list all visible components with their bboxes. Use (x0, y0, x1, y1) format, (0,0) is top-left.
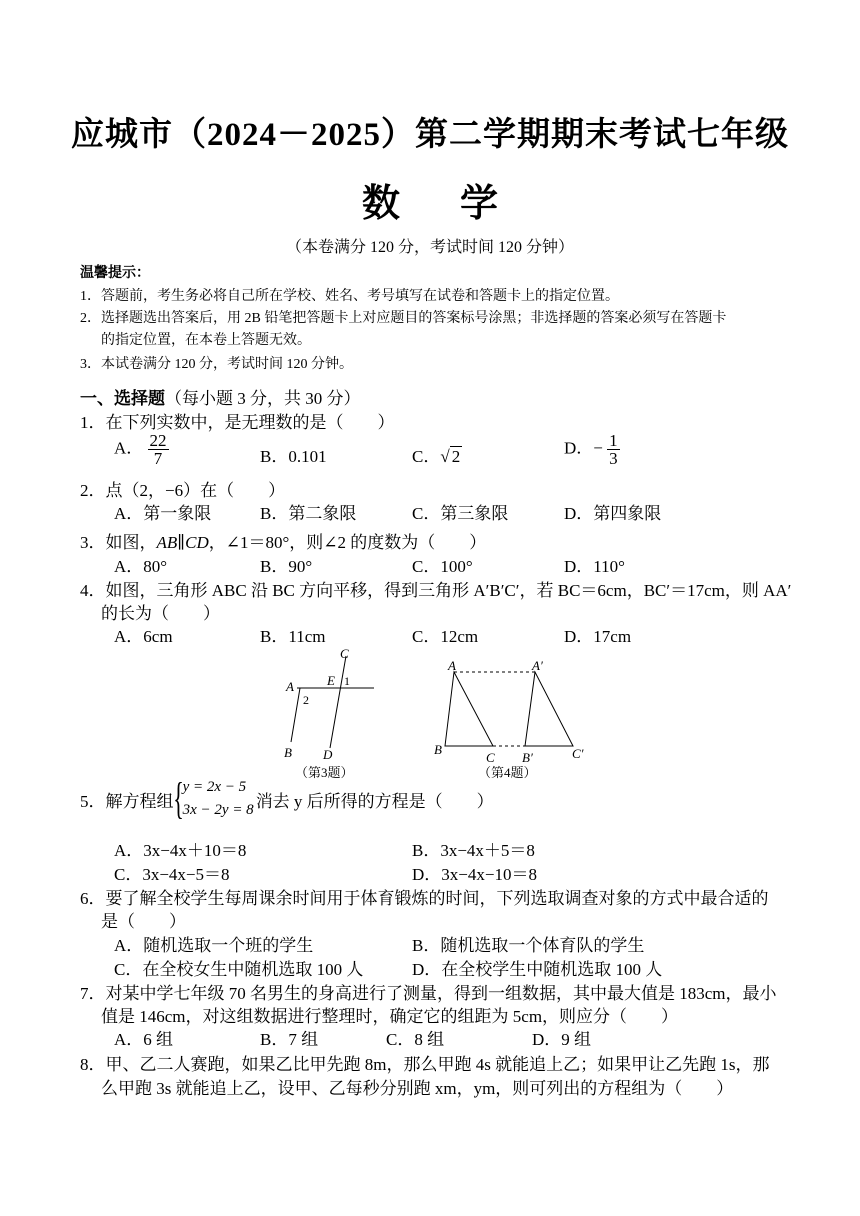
fig4-caption: （第4题） (478, 765, 537, 780)
q4-option-c: C．12cm (412, 627, 479, 646)
subject-title: 数学 (361, 183, 558, 225)
tip-item-2-cont: 的指定位置，在本卷上答题无效。 (101, 333, 311, 348)
tip-item-1: 1．答题前，考生务必将自己所在学校、姓名、考号填写在试卷和答题卡上的指定位置。 (80, 289, 619, 304)
fig4-label-c2: C′ (572, 746, 584, 761)
fig3-caption: （第3题） (295, 765, 354, 780)
q3-option-a: A．80° (114, 557, 168, 576)
q3-stem: 3．如图，AB∥CD，∠1＝80°，则∠2 的度数为（ ） (80, 533, 487, 552)
q8-stem-line1: 8．甲、乙二人赛跑，如果乙比甲先跑 8m，那么甲跑 4s 就能追上乙；如果甲让乙先跑 1s，那 (80, 1055, 770, 1074)
q4-stem-line2: 的长为（ ） (101, 604, 220, 623)
q1-d-fraction: $\frac{1}{3}$ (609, 431, 618, 468)
exam-note: （本卷满分 120 分，考试时间 120 分钟） (285, 239, 574, 256)
q4-option-d: D．17cm (564, 627, 632, 646)
q5-option-d: D．3x−4x−10＝8 (412, 865, 537, 884)
q5-suffix: 消去 y 后所得的方程是（ ） (255, 791, 494, 811)
q1-d-label: D．− (564, 438, 603, 458)
fig3-label-c: C (340, 646, 349, 661)
fig3-label-a: A (286, 679, 294, 694)
q2-option-b: B．第二象限 (260, 504, 357, 523)
q8-stem-line2: 么甲跑 3s 就能追上乙，设甲、乙每秒分别跑 xm，ym，则可列出的方程组为（ ） (101, 1079, 734, 1098)
q6-stem-line1: 6．要了解全校学生每周课余时间用于体育锻炼的时间，下列选取调查对象的方式中最合适的 (80, 889, 769, 908)
section-title: 一、选择题 (80, 389, 165, 409)
fig3-label-d: D (323, 747, 333, 762)
fig3-label-b: B (284, 745, 292, 760)
figure-3 (280, 644, 390, 784)
q5-option-a: A．3x−4x＋10＝8 (114, 841, 247, 860)
q7-stem-line1: 7．对某中学七年级 70 名男生的身高进行了测量，得到一组数据，其中最大值是 183cm，最小 (80, 984, 777, 1003)
q5-prefix: 5．解方程组 (80, 791, 174, 811)
q1-option-d (564, 432, 620, 467)
q5-stem (80, 776, 494, 828)
q2-stem: 2．点（2，−6）在（ ） (80, 481, 286, 500)
q7-option-b: B．7 组 (260, 1030, 319, 1049)
q2-option-a: A．第一象限 (114, 504, 212, 523)
q5-option-b: B．3x−4x＋5＝8 (412, 841, 535, 860)
section-heading (80, 384, 361, 409)
figure-4 (428, 652, 598, 784)
fig4-triangle-abc (445, 672, 493, 746)
fig4-label-b: B (434, 742, 442, 757)
q4-option-b: B．11cm (260, 627, 326, 646)
fig4-label-a2: A′ (532, 658, 543, 673)
q7-option-c: C．8 组 (386, 1030, 445, 1049)
q6-option-c: C．在全校女生中随机选取 100 人 (114, 960, 364, 979)
q5-eq1: y = 2x − 5 (182, 779, 247, 795)
q7-stem-line2: 值是 146cm，对这组数据进行整理时，确定它的组距为 5cm，则应分（ ） (101, 1007, 679, 1026)
q2-option-c: C．第三象限 (412, 504, 509, 523)
fig4-label-c: C (486, 750, 495, 765)
q1-c-sqrt: √ 2 (440, 447, 461, 466)
tip-item-2: 2．选择题选出答案后，用 2B 铅笔把答题卡上对应题目的答案标号涂黑；非选择题的答案必须写在答题卡 (80, 311, 727, 326)
q4-stem-line1: 4．如图，三角形 ABC 沿 BC 方向平移，得到三角形 A′B′C′，若 BC＝6cm，BC′＝17cm，则 AA′ (80, 581, 792, 600)
q1-option-a (114, 432, 169, 467)
exam-title: 应城市（2024－2025）第二学期期末考试七年级 (71, 117, 789, 153)
q1-option-b: B．0.101 (260, 447, 327, 466)
q1-a-label: A． (114, 438, 144, 458)
q1-option-c (412, 442, 462, 467)
q1-stem: 1．在下列实数中，是无理数的是（ ） (80, 413, 395, 432)
q2-option-d: D．第四象限 (564, 504, 662, 523)
q6-option-a: A．随机选取一个班的学生 (114, 936, 314, 955)
fig3-line-cd (330, 656, 346, 748)
q7-option-d: D．9 组 (532, 1030, 592, 1049)
q3-option-c: C．100° (412, 557, 473, 576)
q6-option-d: D．在全校学生中随机选取 100 人 (412, 960, 663, 979)
q5-system (183, 776, 254, 822)
q1-a-fraction: $\frac{22}{7}$ (149, 431, 167, 468)
q5-option-c: C．3x−4x−5＝8 (114, 865, 230, 884)
q5-brace: { (172, 774, 184, 823)
q7-option-a: A．6 组 (114, 1030, 174, 1049)
fig3-label-1: 1 (344, 674, 350, 688)
q3-option-d: D．110° (564, 557, 625, 576)
fig3-label-2: 2 (303, 693, 309, 707)
fig4-label-b2: B′ (522, 750, 533, 765)
fig4-label-a: A (448, 658, 456, 673)
fig4-triangle-a2b2c2 (525, 672, 573, 746)
q3-option-b: B．90° (260, 557, 313, 576)
q6-option-b: B．随机选取一个体育队的学生 (412, 936, 645, 955)
q4-option-a: A．6cm (114, 627, 173, 646)
tips-heading: 温馨提示： (80, 265, 150, 281)
fig3-label-e: E (327, 673, 335, 688)
fig3-line-ab (291, 688, 300, 742)
q5-eq2: 3x − 2y = 8 (182, 802, 254, 818)
q6-stem-line2: 是（ ） (101, 912, 186, 931)
q1-c-label: C． (412, 447, 441, 466)
tip-item-3: 3．本试卷满分 120 分，考试时间 120 分钟。 (80, 357, 353, 372)
section-detail: （每小题 3 分，共 30 分） (165, 389, 361, 408)
